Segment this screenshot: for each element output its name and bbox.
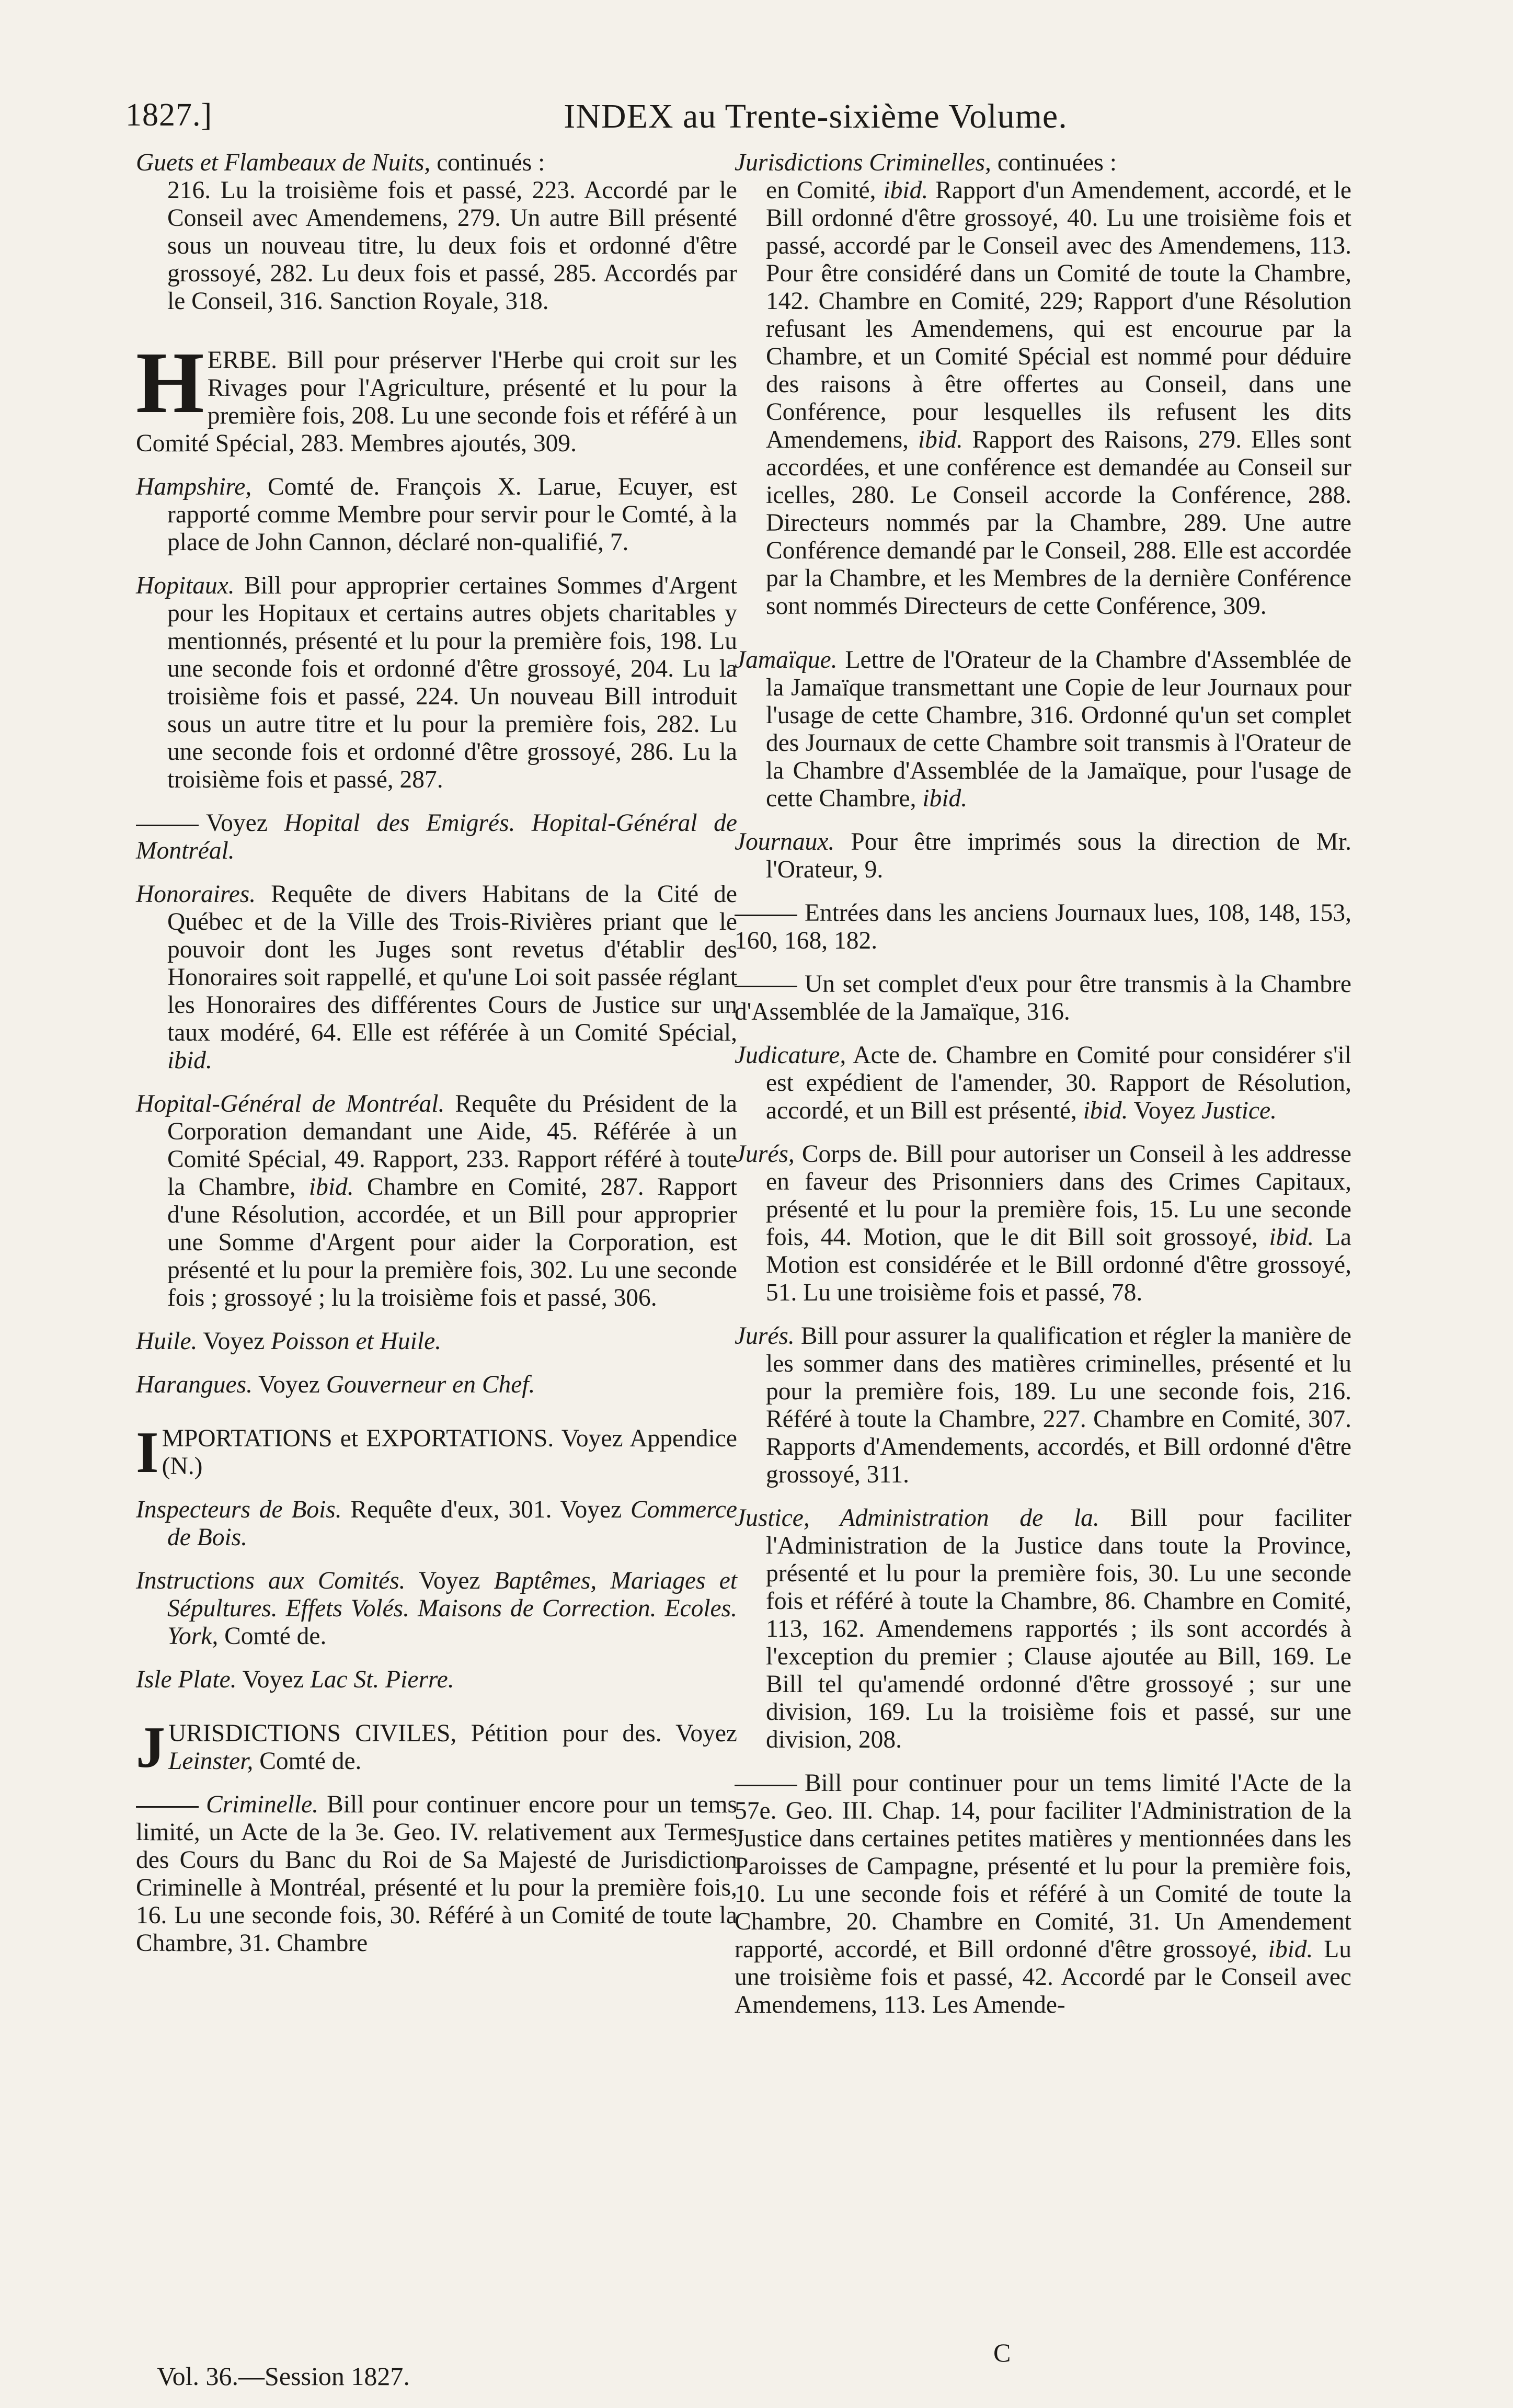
left-column <box>136 149 737 1973</box>
index-entry-hopitaux: Hopitaux. Bill pour approprier certaines Sommes d'Argent pour les Hopitaux et certains autres objets charitables y mentionnés, présenté et lu pour la première fois, 198. Lu une seconde fois et ordonné d'être grossoyé, 204. Lu la troisième fois et passé, 224. Un nouveau Bill introduit sous un autre titre et lu pour la première fois, 282. Lu une seconde fois et ordonné d'être grossoyé, 286. Lu la troisième fois et passé, 287. <box>136 572 737 793</box>
index-entry-instructions: Instructions aux Comités. Voyez Baptêmes, Mariages et Sépultures. Effets Volés. Maisons de Correction. Ecoles. York, Comté de. <box>136 1567 737 1650</box>
index-entry-hopital-general: Hopital-Général de Montréal. Requête du Président de la Corporation demandant une Aide, 45. Référée à un Comité Spécial, 49. Rapport, 233. Rapport référé à toute la Chambre, ibid. Chambre en Comité, 287. Rapport d'une Résolution, accordée, et un Bill pour approprier une Somme d'Argent pour aider la Corporation, est présenté et lu pour la première fois, 302. Lu une seconde fois ; grossoyé ; lu la troisième fois et passé, 306. <box>136 1090 737 1311</box>
index-entry-hampshire: Hampshire, Comté de. François X. Larue, Ecuyer, est rapporté comme Membre pour servir pour le Comté, à la place de John Cannon, déclaré non-qualifié, 7. <box>136 473 737 556</box>
index-entry-harangues: Harangues. Voyez Gouverneur en Chef. <box>136 1371 535 1398</box>
dash-rule <box>136 825 199 826</box>
index-entry-criminelle: Criminelle. Bill pour continuer encore pour un tems limité, un Acte de la 3e. Geo. IV. relativement aux Termes des Cours du Banc du Roi de Sa Majesté de Jurisdiction Criminelle à Montréal, présenté et lu pour la première fois, 16. Lu une seconde fois, 30. Référé à un Comité de toute la Chambre, 31. Chambre <box>136 1791 737 1957</box>
dash-rule <box>735 986 797 987</box>
catchword: C <box>993 2338 1011 2367</box>
dash-rule <box>136 1806 199 1808</box>
index-entry-jurisdictions-criminelles: Jurisdictions Criminelles, continuées : en Comité, ibid. Rapport d'un Amendement, accordé, et le Bill ordonné d'être grossoyé, 40. Lu une troisième fois et passé, accordé par le Conseil avec des Amendemens, 113. Pour être considéré dans un Comité de toute la Chambre, 142. Chambre en Comité, 229; Rapport d'une Résolution refusant les Amendemens, qui est encourue par la Chambre, et un Comité Spécial est nommé pour déduire des raisons à être offertes au Conseil, dans une Conférence, pour lesquelles ils refusent les dits Amendemens, ibid. Rapport des Raisons, 279. Elles sont accordées, et une conférence est demandée au Conseil sur icelles, 280. Le Conseil accorde la Conférence, 288. Directeurs nommés par la Chambre, 289. Une autre Conférence demandé par le Conseil, 288. Elle est accordée par la Chambre, et les Membres de la dernière Conférence sont nommés Directeurs de cette Conférence, 309. <box>735 149 1351 620</box>
page-title: INDEX au Trente-sixième Volume. <box>564 97 1068 135</box>
index-entry-herbe: HERBE. Bill pour préserver l'Herbe qui croit sur les Rivages pour l'Agriculture, présenté et lu pour la première fois, 208. Lu une seconde fois et référé à un Comité Spécial, 283. Membres ajoutés, 309. <box>136 334 737 457</box>
index-entry-journaux: Journaux. Pour être imprimés sous la direction de Mr. l'Orateur, 9. <box>735 828 1351 883</box>
page-header <box>115 86 1385 144</box>
index-entry-honoraires: Honoraires. Requête de divers Habitans de la Cité de Québec et de la Ville des Trois-Rivières priant que le pouvoir dont les Juges sont revetus d'établir des Honoraires soit rappellé, et qu'une Loi soit passée réglant les Honoraires des différentes Cours de Justice sur un taux modéré, 64. Elle est référée à un Comité Spécial, ibid. <box>136 881 737 1074</box>
right-column <box>735 149 1351 2035</box>
index-entry-judicature: Judicature, Acte de. Chambre en Comité pour considérer s'il est expédient de l'amender, 30. Rapport de Résolution, accordé, et un Bill est présenté, ibid. Voyez Justice. <box>735 1042 1351 1124</box>
page-date: 1827.] <box>125 97 213 133</box>
dash-rule <box>735 1785 797 1786</box>
drop-cap-j: J <box>136 1715 165 1780</box>
index-entry-jures-qualification: Jurés. Bill pour assurer la qualification et régler la manière de les sommer dans des matières criminelles, présenté et lu pour la première fois, 189. Lu une seconde fois, 216. Référé à toute la Chambre, 227. Chambre en Comité, 307. Rapports d'Amendements, accordés, et Bill ordonné d'être grossoyé, 311. <box>735 1322 1351 1488</box>
index-entry-guets: Guets et Flambeaux de Nuits, continués : 216. Lu la troisième fois et passé, 223. Accordé par le Conseil avec Amendemens, 279. Un autre Bill présenté sous un nouveau titre, lu deux fois et ordonné d'être grossoyé, 282. Lu deux fois et passé, 285. Accordés par le Conseil, 316. Sanction Royale, 318. <box>136 149 737 315</box>
index-entry-jures-corps: Jurés, Corps de. Bill pour autoriser un Conseil à les addresse en faveur des Prisonniers dans des Crimes Capitaux, présenté et lu pour la première fois, 15. Lu une seconde fois, 44. Motion, que le dit Bill soit grossoyé, ibid. La Motion est considérée et le Bill ordonné d'être grossoyé, 51. Lu une troisième fois et passé, 78. <box>735 1140 1351 1306</box>
index-entry-entrees: Entrées dans les anciens Journaux lues, 108, 148, 153, 160, 168, 182. <box>735 899 1351 954</box>
index-entry-voyez-hopital: Voyez Hopital des Emigrés. Hopital-Général de Montréal. <box>136 809 737 864</box>
index-entry-jamaique: Jamaïque. Lettre de l'Orateur de la Chambre d'Assemblée de la Jamaïque transmettant une Copie de leur Journaux pour l'usage de cette Chambre, 316. Ordonné qu'un set complet des Journaux de cette Chambre soit transmis à l'Orateur de la Chambre d'Assemblée de la Jamaïque, pour l'usage de cette Chambre, ibid. <box>735 646 1351 812</box>
index-entry-isle-plate: Isle Plate. Voyez Lac St. Pierre. <box>136 1666 454 1693</box>
drop-cap-h: H <box>136 334 204 431</box>
dash-rule <box>735 915 797 916</box>
index-entry-importations: IMPORTATIONS et EXPORTATIONS. Voyez Appendice (N.) <box>136 1420 737 1485</box>
index-entry-jurisdictions-civiles: JURISDICTIONS CIVILES, Pétition pour des. Voyez Leinster, Comté de. <box>136 1715 737 1780</box>
index-entry-justice: Justice, Administration de la. Bill pour faciliter l'Administration de la Justice dans toute la Province, présenté et lu pour la première fois, 30. Lu une seconde fois et référé à toute la Chambre, 86. Chambre en Comité, 113, 162. Amendemens rapportés ; ils sont accordés à l'exception du premier ; Clause ajoutée au Bill, 169. Le Bill tel qu'amendé ordonné d'être grossoyé ; sur une division, 169. Lu la troisième fois et passé, sur une division, 208. <box>735 1504 1351 1753</box>
drop-cap-i: I <box>136 1420 159 1485</box>
index-entry-set-complet: Un set complet d'eux pour être transmis à la Chambre d'Assemblée de la Jamaïque, 316. <box>735 971 1351 1025</box>
index-entry-huile: Huile. Voyez Poisson et Huile. <box>136 1328 442 1355</box>
index-entry-inspecteurs: Inspecteurs de Bois. Requête d'eux, 301. Voyez Commerce de Bois. <box>136 1496 737 1551</box>
index-entry-bill-continuer: Bill pour continuer pour un tems limité l'Acte de la 57e. Geo. III. Chap. 14, pour faciliter l'Administration de la Justice dans certaines petites matières y mentionnées dans les Paroisses de Campagne, présenté et lu pour la première fois, 10. Lu une seconde fois et référé à un Comité de toute la Chambre, 20. Chambre en Comité, 31. Un Amendement rapporté, accordé, et Bill ordonné d'être grossoyé, ibid. Lu une troisième fois et passé, 42. Accordé par le Conseil avec Amendemens, 113. Les Amende- <box>735 1770 1351 2018</box>
volume-footer: Vol. 36.—Session 1827. <box>157 2361 410 2391</box>
